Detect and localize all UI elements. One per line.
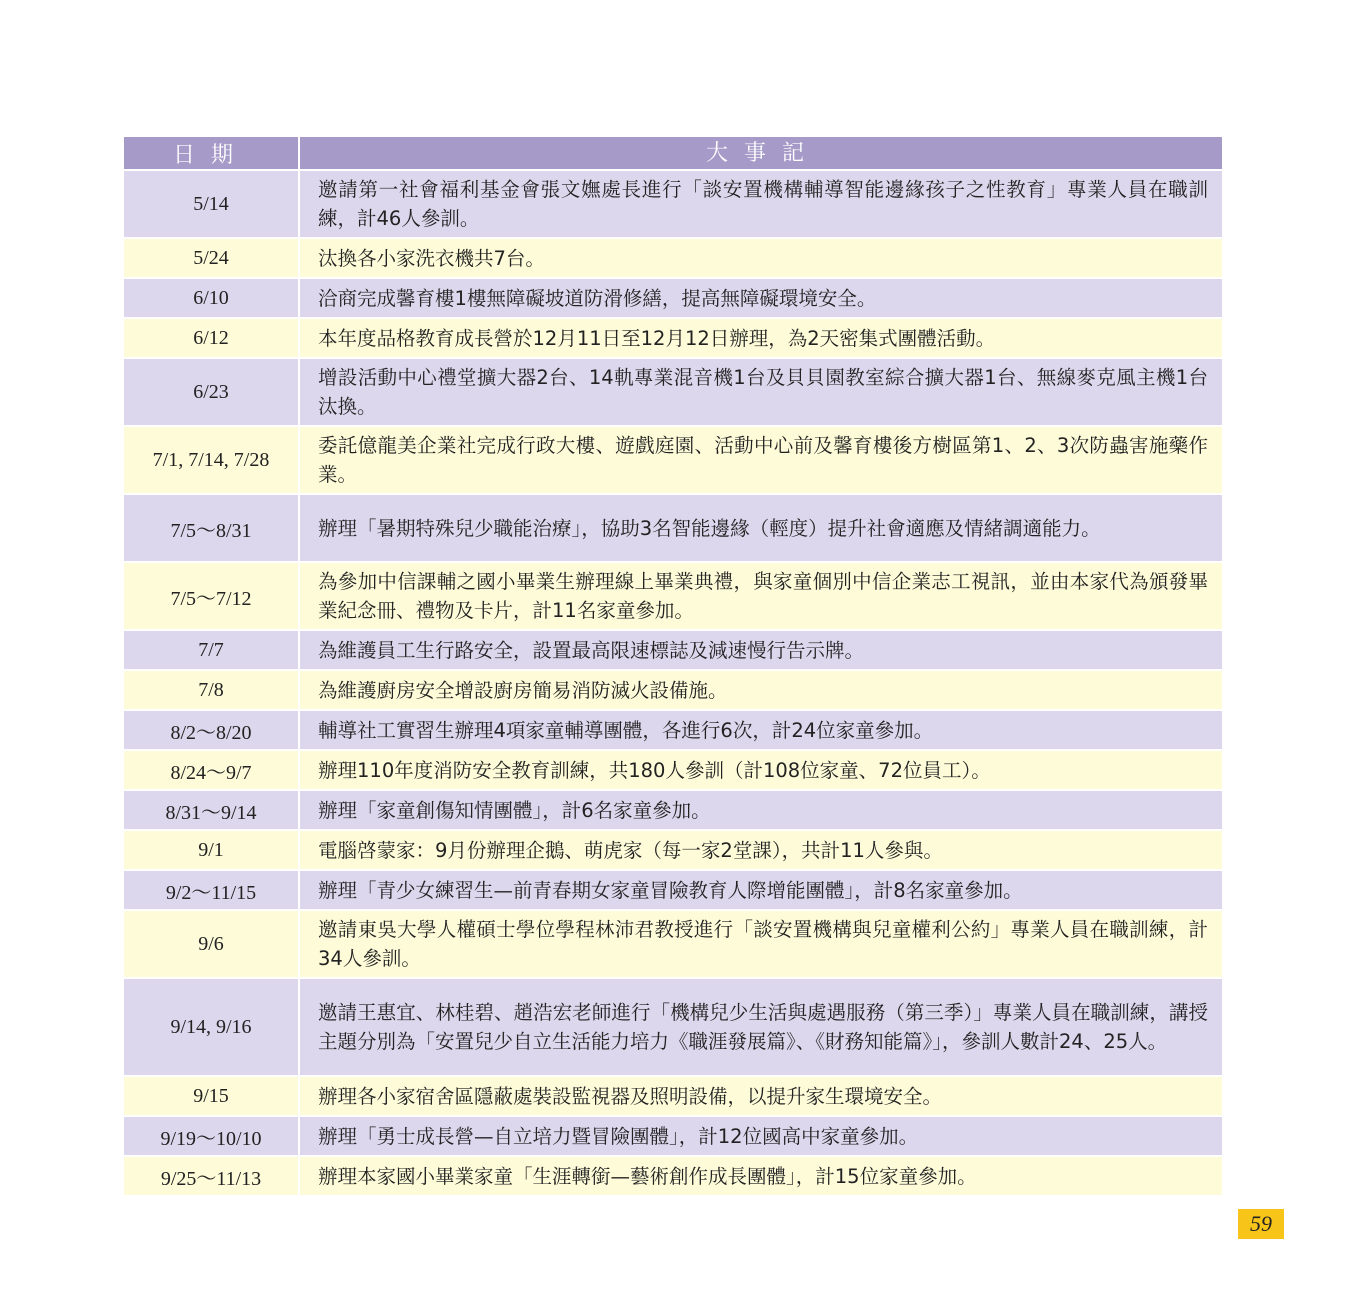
row-date: 5/14 [124,171,300,237]
row-event: 邀請王惠宜、林桂碧、趙浩宏老師進行「機構兒少生活與處遇服務（第三季）」專業人員在職訓練，講授主題分別為「安置兒少自立生活能力培力《職涯發展篇》、《財務知能篇》」，參訓人數計24、25人。 [318,1001,1208,1053]
row-event: 電腦啓蒙家：9月份辦理企鵝、萌虎家（每一家2堂課），共計11人參與。 [318,838,943,862]
row-date: 5/24 [124,239,300,277]
row-date: 8/2～8/20 [124,711,300,749]
row-date: 9/1 [124,831,300,869]
row-event: 本年度品格教育成長營於12月11日至12月12日辦理，為2天密集式團體活動。 [318,326,996,350]
row-date: 9/25～11/13 [124,1157,300,1195]
row-date: 7/5～8/31 [124,495,300,561]
table-row [124,239,1222,279]
table-row [124,171,1222,239]
row-date: 6/23 [124,359,300,425]
row-date: 7/5～7/12 [124,563,300,629]
table-row [124,1157,1222,1195]
row-event: 為參加中信課輔之國小畢業生辦理線上畢業典禮，與家童個別中信企業志工視訊，並由本家代為頒發畢業紀念冊、禮物及卡片，計11名家童參加。 [318,570,1208,622]
page-number: 59 [1238,1209,1284,1239]
row-event: 辦理「勇士成長營—自立培力暨冒險團體」，計12位國高中家童參加。 [318,1124,919,1148]
row-date: 8/31～9/14 [124,791,300,829]
row-event: 輔導社工實習生辦理4項家童輔導團體，各進行6次，計24位家童參加。 [318,718,934,742]
table-row [124,427,1222,495]
table-row [124,319,1222,359]
table-row [124,751,1222,791]
table-row [124,871,1222,911]
row-date: 9/6 [124,911,300,977]
table-row [124,979,1222,1077]
row-event: 辦理「暑期特殊兒少職能治療」，協助3名智能邊緣（輕度）提升社會適應及情緒調適能力。 [318,516,1101,540]
table-header [124,137,1222,171]
row-date: 9/2～11/15 [124,871,300,909]
row-event: 洽商完成馨育樓1樓無障礙坡道防滑修繕，提高無障礙環境安全。 [318,286,877,310]
table-row [124,631,1222,671]
table-row [124,671,1222,711]
row-date: 9/15 [124,1077,300,1115]
row-date: 9/19～10/10 [124,1117,300,1155]
row-event: 辦理本家國小畢業家童「生涯轉銜—藝術創作成長團體」，計15位家童參加。 [318,1164,977,1188]
row-event: 汰換各小家洗衣機共7台。 [318,246,545,270]
table-row [124,911,1222,979]
table-row [124,359,1222,427]
row-event: 辦理「青少女練習生—前青春期女家童冒險教育人際增能團體」，計8名家童參加。 [318,878,1023,902]
table-row [124,711,1222,751]
table-row [124,791,1222,831]
header-event: 大事記 [705,140,820,166]
row-date: 9/14, 9/16 [124,979,300,1075]
table-row [124,831,1222,871]
row-event: 增設活動中心禮堂擴大器2台、14軌專業混音機1台及貝貝園教室綜合擴大器1台、無線麥克風主機1台汰換。 [318,366,1208,418]
table-row [124,563,1222,631]
row-date: 8/24～9/7 [124,751,300,789]
row-event: 邀請第一社會福利基金會張文嫵處長進行「談安置機構輔導智能邊緣孩子之性教育」專業人員在職訓練，計46人參訓。 [318,178,1208,230]
row-date: 7/8 [124,671,300,709]
row-date: 6/10 [124,279,300,317]
row-event: 辦理各小家宿舍區隱蔽處裝設監視器及照明設備，以提升家生環境安全。 [318,1084,943,1108]
table-row [124,279,1222,319]
header-date: 日期 [124,137,300,169]
row-event: 為維護廚房安全增設廚房簡易消防滅火設備施。 [318,678,728,702]
table-row [124,1117,1222,1157]
row-event: 辦理110年度消防安全教育訓練，共180人參訓（計108位家童、72位員工）。 [318,758,991,782]
row-date: 7/1, 7/14, 7/28 [124,427,300,493]
row-event: 辦理「家童創傷知情團體」，計6名家童參加。 [318,798,711,822]
row-event: 邀請東吳大學人權碩士學位學程林沛君教授進行「談安置機構與兒童權利公約」專業人員在職訓練，計34人參訓。 [318,918,1208,970]
events-table [124,137,1222,1195]
row-event: 委託億龍美企業社完成行政大樓、遊戲庭園、活動中心前及馨育樓後方樹區第1、2、3次防蟲害施藥作業。 [318,434,1208,486]
row-event: 為維護員工生行路安全，設置最高限速標誌及減速慢行告示牌。 [318,638,865,662]
row-date: 7/7 [124,631,300,669]
table-row [124,1077,1222,1117]
row-date: 6/12 [124,319,300,357]
table-row [124,495,1222,563]
